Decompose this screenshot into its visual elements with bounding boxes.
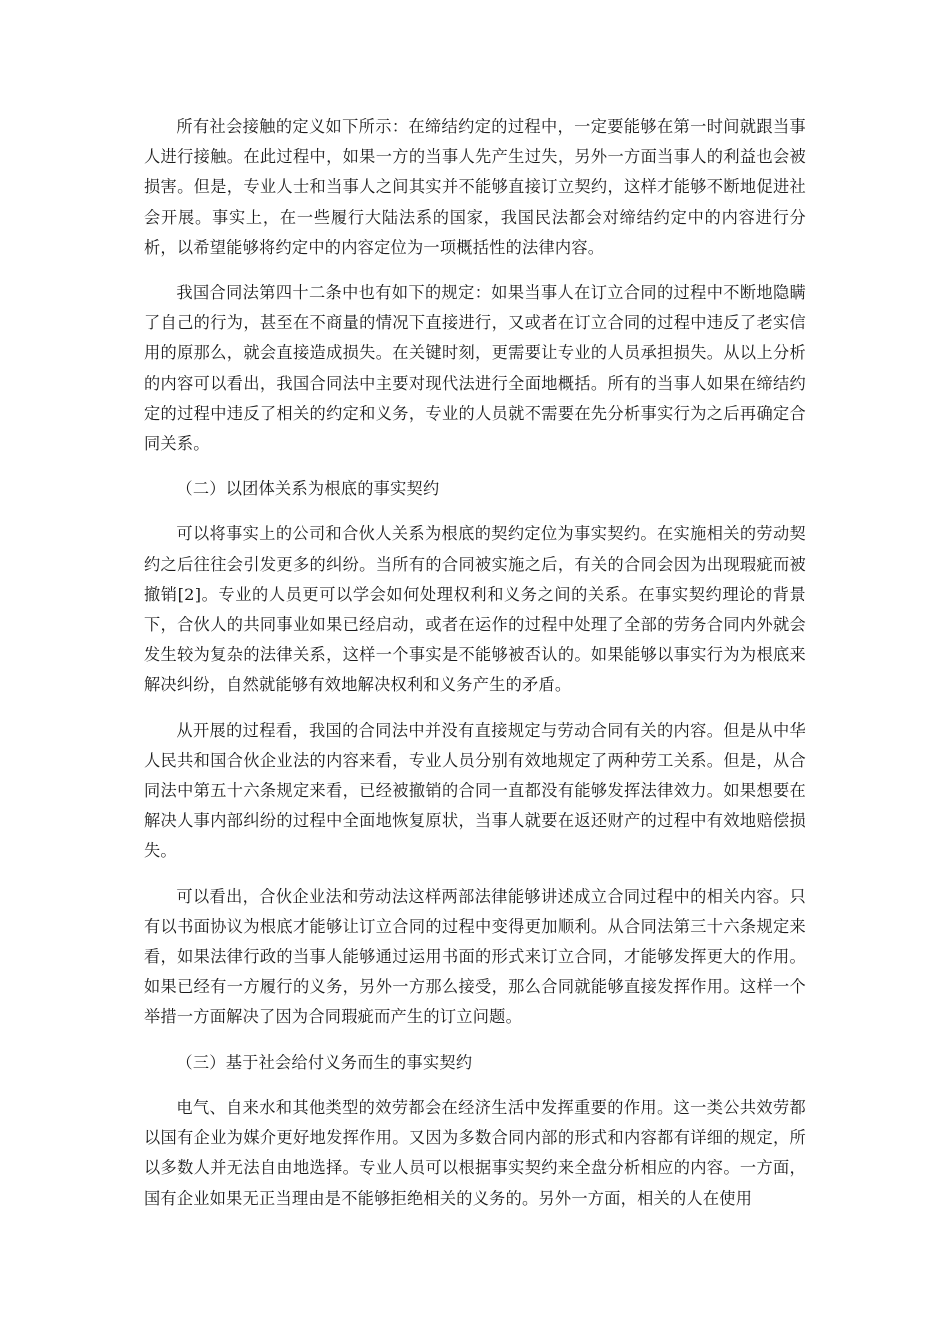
paragraph-6: 电气、自来水和其他类型的效劳都会在经济生活中发挥重要的作用。这一类公共效劳都以国有企业为媒介更好地发挥作用。又因为多数合同内部的形式和内容都有详细的规定，所以多数人并无法自由地选择。专业人员可以根据事实契约来全盘分析相应的内容。一方面，国有企业如果无正当理由是不能够拒绝相关的义务的。另外一方面，相关的人在使用 xyxy=(144,1097,806,1208)
paragraph-2: 我国合同法第四十二条中也有如下的规定：如果当事人在订立合同的过程中不断地隐瞒了自己的行为，甚至在不商量的情况下直接进行，又或者在订立合同的过程中违反了老实信用的原那么，就会直接造成损失。在关键时刻，更需要让专业的人员承担损失。从以上分析的内容可以看出，我国合同法中主要对现代法进行全面地概括。所有的当事人如果在缔结约定的过程中违反了相关的约定和义务，专业的人员就不需要在先分析事实行为之后再确定合同关系。 xyxy=(144,283,806,454)
paragraph-1: 所有社会接触的定义如下所示：在缔结约定的过程中，一定要能够在第一时间就跟当事人进行接触。在此过程中，如果一方的当事人先产生过失，另外一方面当事人的利益也会被损害。但是，专业人士和当事人之间其实并不能够直接订立契约，这样才能够不断地促进社会开展。事实上，在一些履行大陆法系的国家，我国民法都会对缔结约定中的内容进行分析，以希望能够将约定中的内容定位为一项概括性的法律内容。 xyxy=(144,117,806,257)
paragraph-5: 可以看出，合伙企业法和劳动法这样两部法律能够讲述成立合同过程中的相关内容。只有以书面协议为根底才能够让订立合同的过程中变得更加顺利。从合同法第三十六条规定来看，如果法律行政的当事人能够通过运用书面的形式来订立合同，才能够发挥更大的作用。如果已经有一方履行的义务，另外一方那么接受，那么合同就能够直接发挥作用。这样一个举措一方面解决了因为合同瑕疵而产生的订立问题。 xyxy=(144,886,806,1027)
paragraph-3: 可以将事实上的公司和合伙人关系为根底的契约定位为事实契约。在实施相关的劳动契约之后往往会引发更多的纠纷。当所有的合同被实施之后，有关的合同会因为出现瑕疵而被撤销[2]。专业的人员更可以学会如何处理权利和义务之间的关系。在事实契约理论的背景下，合伙人的共同事业如果已经启动，或者在运作的过程中处理了全部的劳务合同内外就会发生较为复杂的法律关系，这样一个事实是不能够被否认的。如果能够以事实行为为根底来解决纠纷，自然就能够有效地解决权利和义务产生的矛盾。 xyxy=(144,524,806,695)
section-heading-2: （二）以团体关系为根底的事实契约 xyxy=(176,479,440,499)
section-heading-3: （三）基于社会给付义务而生的事实契约 xyxy=(176,1052,473,1072)
paragraph-4: 从开展的过程看，我国的合同法中并没有直接规定与劳动合同有关的内容。但是从中华人民共和国合伙企业法的内容来看，专业人员分别有效地规定了两种劳工关系。但是，从合同法中第五十六条规定来看，已经被撤销的合同一直都没有能够发挥法律效力。如果想要在解决人事内部纠纷的过程中全面地恢复原状，当事人就要在返还财产的过程中有效地赔偿损失。 xyxy=(144,720,806,861)
document-body xyxy=(144,112,806,1229)
